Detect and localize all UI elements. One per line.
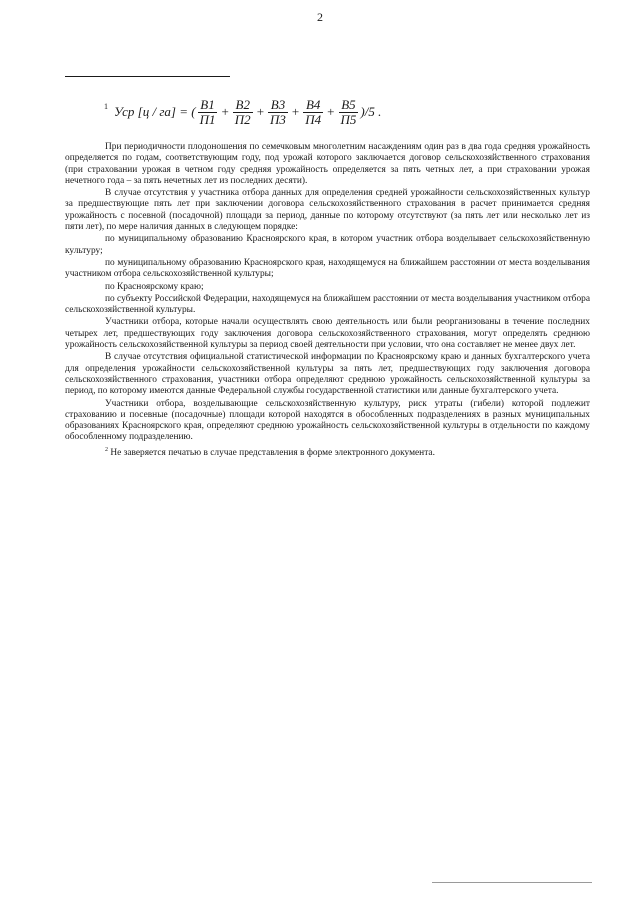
formula-fraction [268,98,288,127]
formula-lhs: Уср [ц / га] = ( [114,104,196,119]
fraction-numerator: В1 [200,96,215,112]
paragraph: Участники отбора, возделывающие сельскохозяйственную культуру, риск утраты (гибели) которой подлежит страхованию и посевные (посадочные) площади которой находятся в обособленных подразделениях в разных муниципальных образованиях Красноярского края, определяют среднюю урожайность сельскохозяйственной культуры в отдельности по каждому обособленному подразделению. [65,398,590,443]
document-body [65,142,590,460]
footnote-marker: 2 [105,446,108,453]
paragraph: В случае отсутствия официальной статистической информации по Красноярскому краю и данных бухгалтерского учета для определения урожайности сельскохозяйственной культуры за пять лет, предшествующих году заключения договора сельскохозяйственного страхования, участники отбора определяют среднюю урожайность сельскохозяйственной культуры за период, по которому имеются данные Федеральной службы государственной статистики или данные бухгалтерского учета. [65,352,590,397]
formula-fraction [233,98,253,127]
footnote-text: Не заверяется печатью в случае представления в форме электронного документа. [110,447,435,458]
paragraph: Участники отбора, которые начали осуществлять свою деятельность или были реорганизованы в течение последних четырех лет, предшествующих году заключения договора сельскохозяйственного страхования, могут определять среднюю урожайность сельскохозяйственной культуры за период своей деятельности при условии, что она составляет не менее двух лет. [65,317,590,351]
formula-fraction [198,98,218,127]
plus-sign: + [327,104,335,119]
fraction-numerator: В5 [341,96,356,112]
footnote [65,445,590,459]
fraction-numerator: В4 [305,96,321,112]
formula-tail: )/5 . [360,104,382,119]
plus-sign: + [291,104,300,119]
formula-fraction [339,98,359,127]
paragraph: по Красноярскому краю; [105,281,204,292]
fraction-denominator: П2 [234,111,251,127]
footnote-marker: 1 [104,101,108,111]
paragraph: по муниципальному образованию Красноярского края, в котором участник отбора возделывает сельскохозяйственную культуру; [65,234,590,256]
formula-fraction [303,98,323,127]
paragraph: по муниципальному образованию Красноярского края, находящемуся на ближайшем расстоянии от места возделывания участником отбора сельскохозяйственной культуры; [65,257,590,280]
fraction-numerator: В2 [235,96,250,112]
plus-sign: + [256,104,265,119]
paragraph: В случае отсутствия у участника отбора данных для определения средней урожайности сельскохозяйственных культур за предшествующие пять лет при заключении договора сельскохозяйственного страхования в расчет принимается средняя урожайность с посевной (посадочной) площади за период, данные по которому отсутствуют (за пять лет или несколько лет из пяти лет), по мере наличия данных в следующем порядке: [65,188,590,233]
average-yield-formula [104,92,381,132]
fraction-denominator: П4 [305,111,322,127]
fraction-denominator: П5 [340,111,357,127]
paragraph: по субъекту Российской Федерации, находящемуся на ближайшем расстоянии от места возделывания участником отбора сельскохозяйственной культуры. [65,293,590,316]
page-number: 2 [317,10,323,24]
paragraph: При периодичности плодоношения по семечковым многолетним насаждениям один раз в два года средняя урожайность определяется по годам, соответствующим году, под урожай которого заключается договор сельскохозяйственного страхования (при страховании урожая в четном году средняя урожайность определяется за пять четных лет, а при страховании урожая нечетного года – за пять нечетных лет из последних десяти). [65,142,590,186]
fraction-numerator: В3 [270,96,286,112]
fraction-denominator: П1 [199,111,216,127]
plus-sign: + [221,104,229,119]
fraction-denominator: П3 [270,111,286,127]
bottom-rule [432,882,592,883]
footnote-separator [65,76,230,77]
